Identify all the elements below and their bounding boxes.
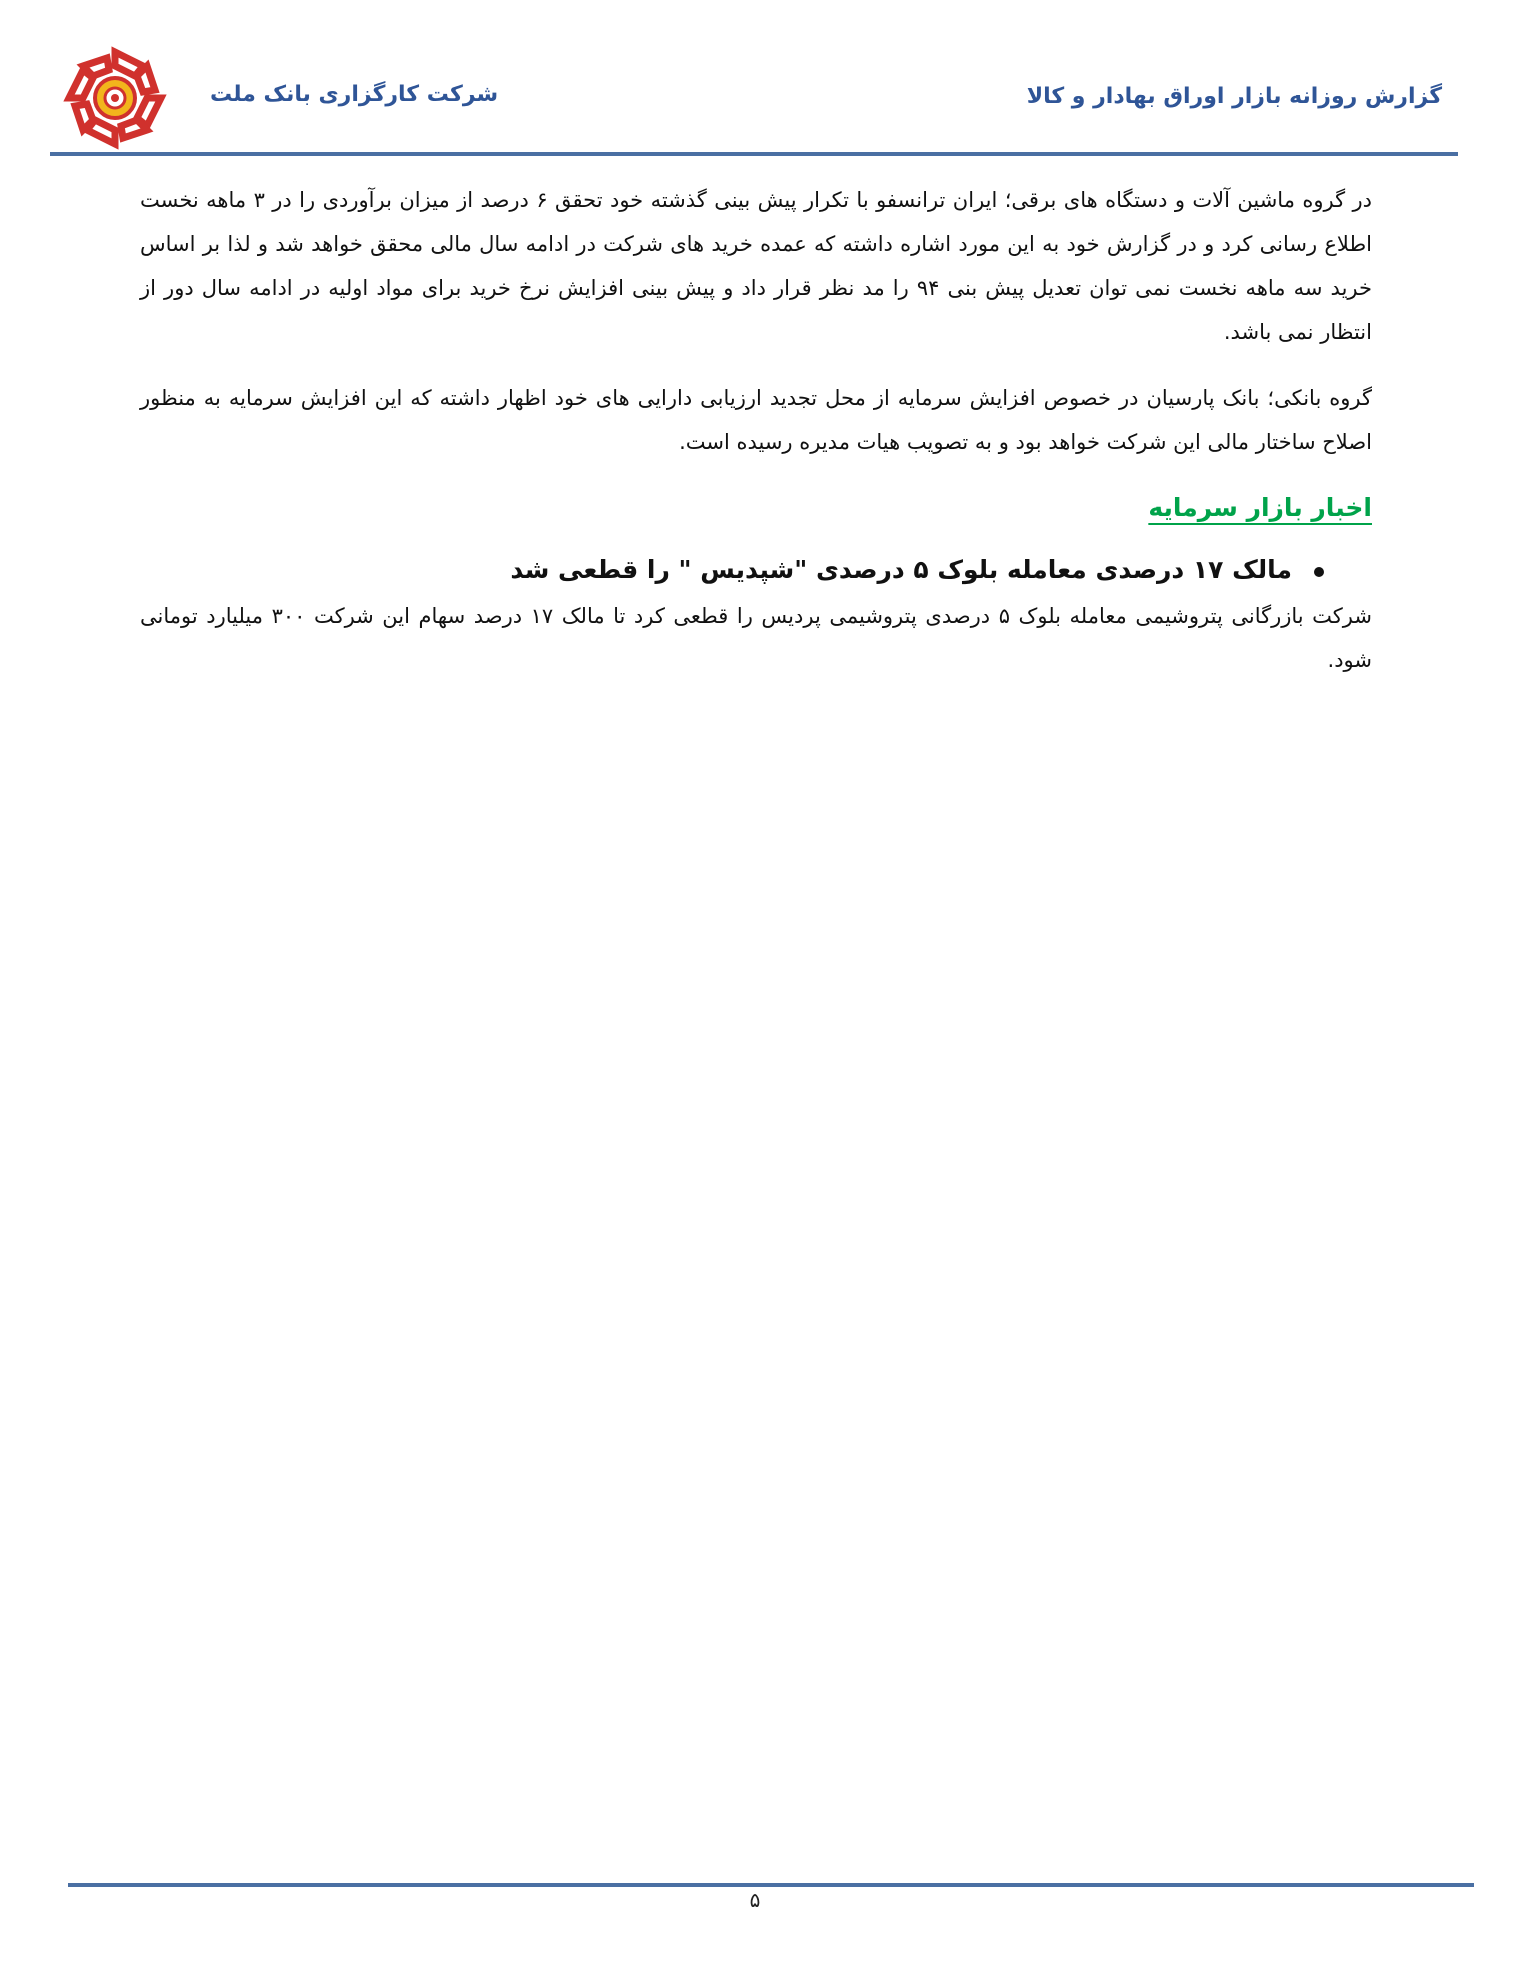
section-heading-capital-market-news: اخبار بازار سرمایه bbox=[1148, 493, 1372, 522]
bullet-icon bbox=[1314, 567, 1324, 577]
news-item-title bbox=[140, 548, 1372, 592]
page-number: ۵ bbox=[749, 1888, 761, 1912]
news-item-body: شرکت بازرگانی پتروشیمی معامله بلوک ۵ درصدی پتروشیمی پردیس را قطعی کرد تا مالک ۱۷ درصد سهام این شرکت ۳۰۰ میلیارد تومانی شود. bbox=[140, 604, 1372, 672]
report-title: گزارش روزانه بازار اوراق بهادار و کالا bbox=[1026, 84, 1442, 109]
company-name: شرکت کارگزاری بانک ملت bbox=[210, 82, 499, 107]
header-divider bbox=[50, 152, 1458, 156]
paragraph-machinery-group: در گروه ماشین آلات و دستگاه های برقی؛ ایران ترانسفو با تکرار پیش بینی گذشته خود تحقق ۶ درصد از میزان برآوردی را در ۳ ماهه نخست اطلاع رسانی کرد و در گزارش خود به این مورد اشاره داشته که عمده خرید های شرکت در ادامه سال مالی محقق خواهد شد و لذا بر اساس خرید سه ماهه نخست نمی توان تعدیل پیش بنی ۹۴ را مد نظر قرار داد و پیش بینی افزایش نرخ خرید برای مواد اولیه در ادامه سال دور از انتظار نمی باشد. bbox=[140, 188, 1372, 344]
report-body bbox=[140, 178, 1372, 704]
bank-mellat-logo-icon bbox=[63, 46, 167, 150]
news-item-title-text: مالک ۱۷ درصدی معامله بلوک ۵ درصدی "شپدیس " را قطعی شد bbox=[510, 555, 1292, 584]
footer-divider bbox=[68, 1883, 1474, 1887]
page-header bbox=[50, 30, 1450, 150]
paragraph-banking-group: گروه بانکی؛ بانک پارسیان در خصوص افزایش سرمایه از محل تجدید ارزیابی دارایی های خود اظهار داشته که این افزایش سرمایه به منظور اصلاح ساختار مالی این شرکت خواهد بود و به تصویب هیات مدیره رسیده است. bbox=[140, 386, 1372, 454]
